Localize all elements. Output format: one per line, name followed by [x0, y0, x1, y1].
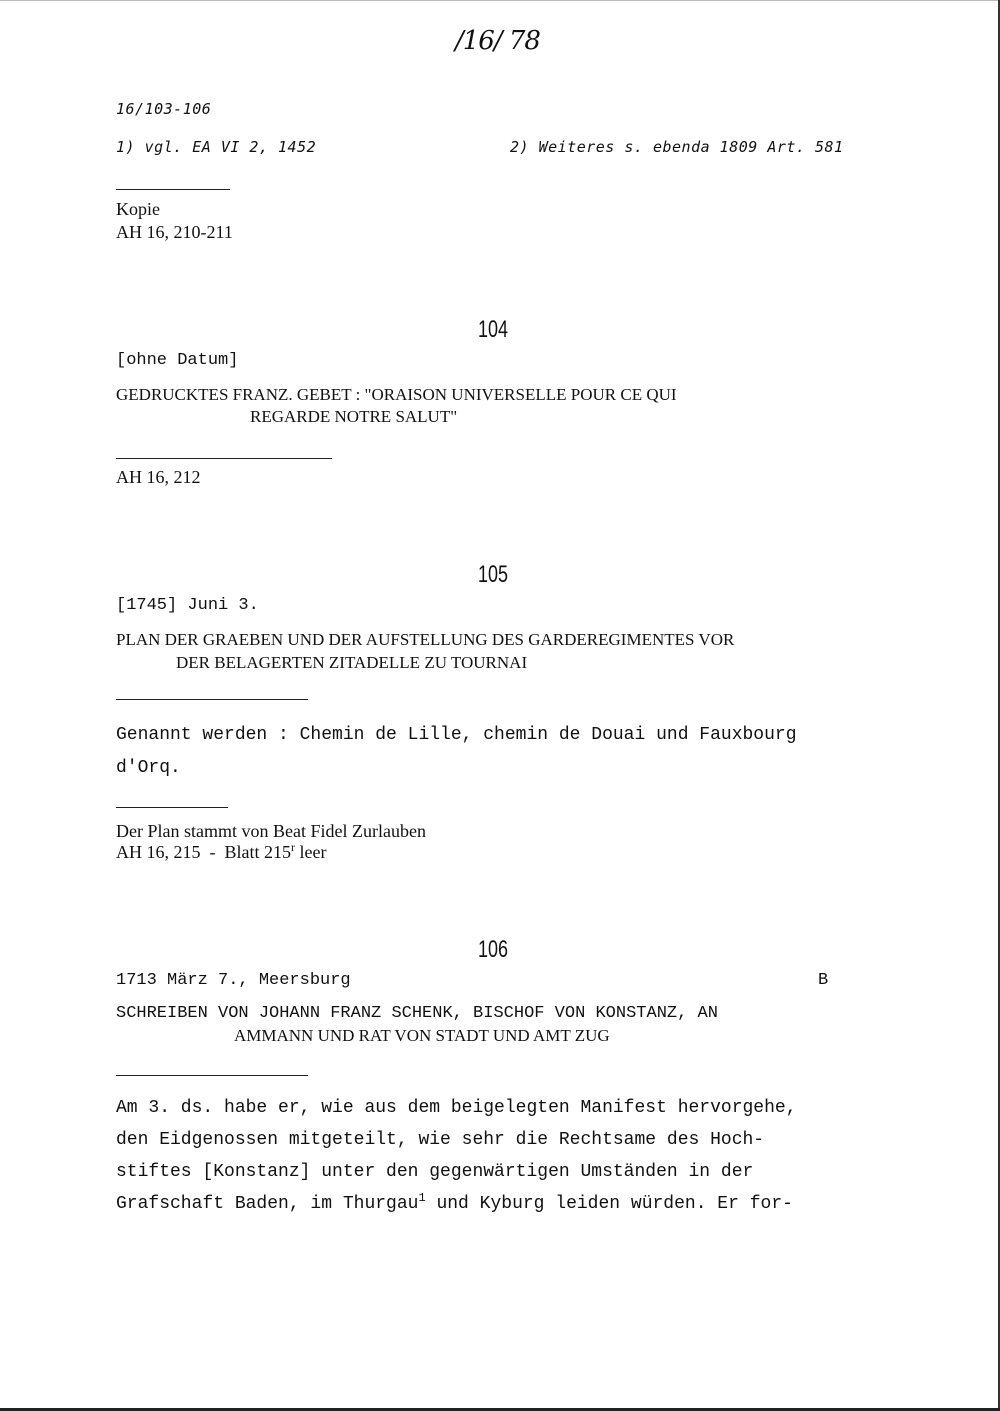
separator-rule — [116, 458, 332, 459]
entry-number-104: 104 — [478, 316, 509, 343]
entry-105-date: [1745] Juni 3. — [116, 596, 259, 615]
header-range: 16/103-106 — [116, 100, 212, 118]
entry-105-text-line-2: d'Orq. — [116, 758, 181, 778]
entry-105-title-line-1: PLAN DER GRAEBEN UND DER AUFSTELLUNG DES GARDEREGIMENTES VOR — [116, 630, 735, 649]
body-line: Am 3. ds. habe er, wie aus dem beigelegten Manifest hervorgehe, — [116, 1098, 797, 1118]
separator-rule — [116, 807, 228, 808]
entry-106-title-line-2: AMMANN UND RAT VON STADT UND AMT ZUG — [234, 1026, 610, 1045]
archive-reference: AH 16, 210-211 — [116, 222, 233, 242]
body-text: Grafschaft Baden, im Thurgau — [116, 1194, 419, 1214]
separator-rule — [116, 189, 230, 190]
entry-number-105: 105 — [478, 561, 509, 588]
copy-label: Kopie — [116, 199, 160, 219]
footnote-2: 2) Weiteres s. ebenda 1809 Art. 581 — [510, 138, 844, 156]
entry-104-title-line-2: REGARDE NOTRE SALUT" — [250, 407, 458, 426]
entry-106-title-line-1: SCHREIBEN VON JOHANN FRANZ SCHENK, BISCHOF VON KONSTANZ, AN — [116, 1004, 718, 1023]
note-text: AH 16, 215 - Blatt 215 — [116, 842, 291, 862]
entry-105-title-line-2: DER BELAGERTEN ZITADELLE ZU TOURNAI — [176, 653, 528, 672]
footnote-ref-1: 1 — [418, 1191, 426, 1205]
entry-106-body — [116, 1092, 906, 1220]
entry-106-date: 1713 März 7., Meersburg — [116, 971, 351, 990]
body-line — [116, 1188, 906, 1220]
entry-105-text-line-1: Genannt werden : Chemin de Lille, chemin de Douai und Fauxbourg — [116, 725, 797, 745]
entry-104-source: AH 16, 212 — [116, 467, 201, 487]
footnote-1: 1) vgl. EA VI 2, 1452 — [116, 138, 317, 156]
separator-rule — [116, 1075, 308, 1076]
superscript-recto: r — [291, 840, 295, 854]
entry-104-title-line-1: GEDRUCKTES FRANZ. GEBET : "ORAISON UNIVERSELLE POUR CE QUI — [116, 385, 677, 404]
separator-rule — [116, 699, 308, 700]
entry-106-marker: B — [818, 971, 829, 990]
handwritten-folio-mark: /16/ 78 — [455, 26, 540, 56]
entry-105-note-line-2 — [116, 840, 327, 862]
note-text-end: leer — [295, 842, 327, 862]
entry-104-date: [ohne Datum] — [116, 351, 239, 370]
body-line: den Eidgenossen mitgeteilt, wie sehr die Rechtsame des Hoch- — [116, 1130, 765, 1150]
body-text-end: und Kyburg leiden würden. Er for- — [425, 1194, 793, 1214]
entry-number-106: 106 — [478, 936, 509, 963]
page-edge-top — [0, 0, 1000, 1]
entry-105-note-line-1: Der Plan stammt von Beat Fidel Zurlauben — [116, 821, 426, 841]
body-line: stiftes [Konstanz] unter den gegenwärtigen Umständen in der — [116, 1162, 754, 1182]
